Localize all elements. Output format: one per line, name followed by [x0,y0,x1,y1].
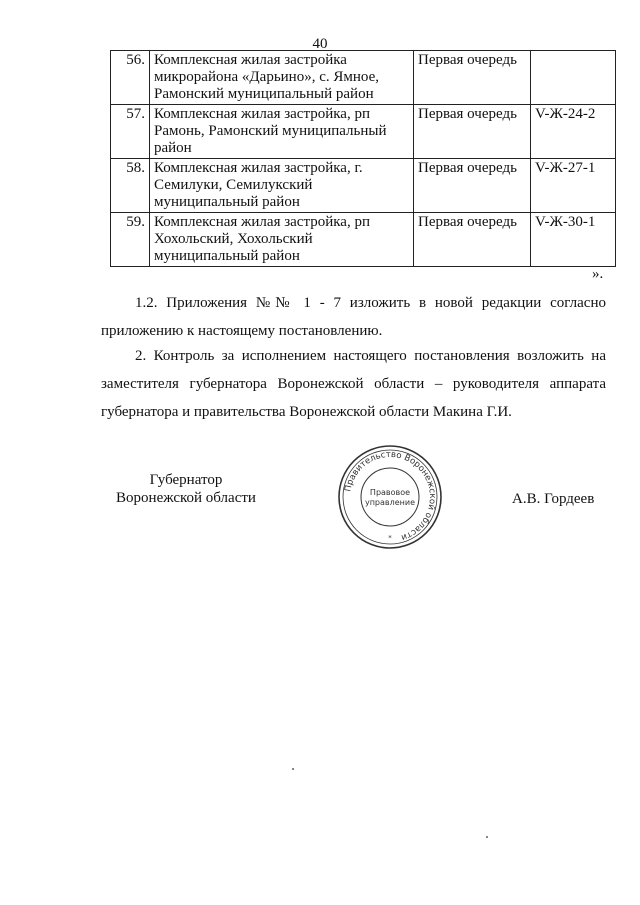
signature-title [101,471,271,507]
table-body [111,51,616,267]
code-cell: V-Ж-27-1 [531,159,616,213]
objects-table [110,50,616,267]
stamp-center-line2: управление [364,498,416,507]
code-cell: V-Ж-24-2 [531,105,616,159]
table-row [111,105,616,159]
stamp-ring-text: Правительство Воронежской области [343,449,438,543]
page-number: 40 [312,36,328,52]
stage-cell: Первая очередь [414,105,531,159]
stage-cell: Первая очередь [414,159,531,213]
signature-title-line2: Воронежской области [116,490,256,506]
row-number-cell: 57. [111,105,150,159]
table-row [111,159,616,213]
signature-title-line1: Губернатор [149,472,223,488]
scan-speck [486,836,488,838]
code-cell [531,51,616,105]
object-name-cell: Комплексная жилая застройка микрорайона «Дарьино», с. Ямное, Рамонский муниципальный район [150,51,414,105]
object-name-cell: Комплексная жилая застройка, рп Хохольский, Хохольский муниципальный район [150,213,414,267]
code-cell: V-Ж-30-1 [531,213,616,267]
row-number-cell: 59. [111,213,150,267]
stamp-center-ring [361,468,419,526]
object-name-cell: Комплексная жилая застройка, рп Рамонь, Рамонский муниципальный район [150,105,414,159]
object-name-cell: Комплексная жилая застройка, г. Семилуки, Семилукский муниципальный район [150,159,414,213]
paragraph-2: 2. Контроль за исполнением настоящего постановления возложить на заместителя губернатора Воронежской области – руководителя аппарата губернатора и правительства Воронежской области Макина Г.И. [101,348,606,420]
stage-cell: Первая очередь [414,213,531,267]
stamp-center-line1: Правовое [369,488,411,497]
table-row [111,51,616,105]
stamp-star-icon: * [388,534,392,542]
paragraph-1-2: 1.2. Приложения №№ 1 - 7 изложить в новой редакции согласно приложению к настоящему постановлению. [101,295,606,339]
closing-quote: ». [592,266,604,282]
stamp-outer-ring [339,446,441,548]
scan-speck [292,768,294,770]
official-stamp [336,443,444,551]
row-number-cell: 58. [111,159,150,213]
row-number-cell: 56. [111,51,150,105]
signatory-name: А.В. Гордеев [512,491,595,507]
table-row [111,213,616,267]
stage-cell: Первая очередь [414,51,531,105]
